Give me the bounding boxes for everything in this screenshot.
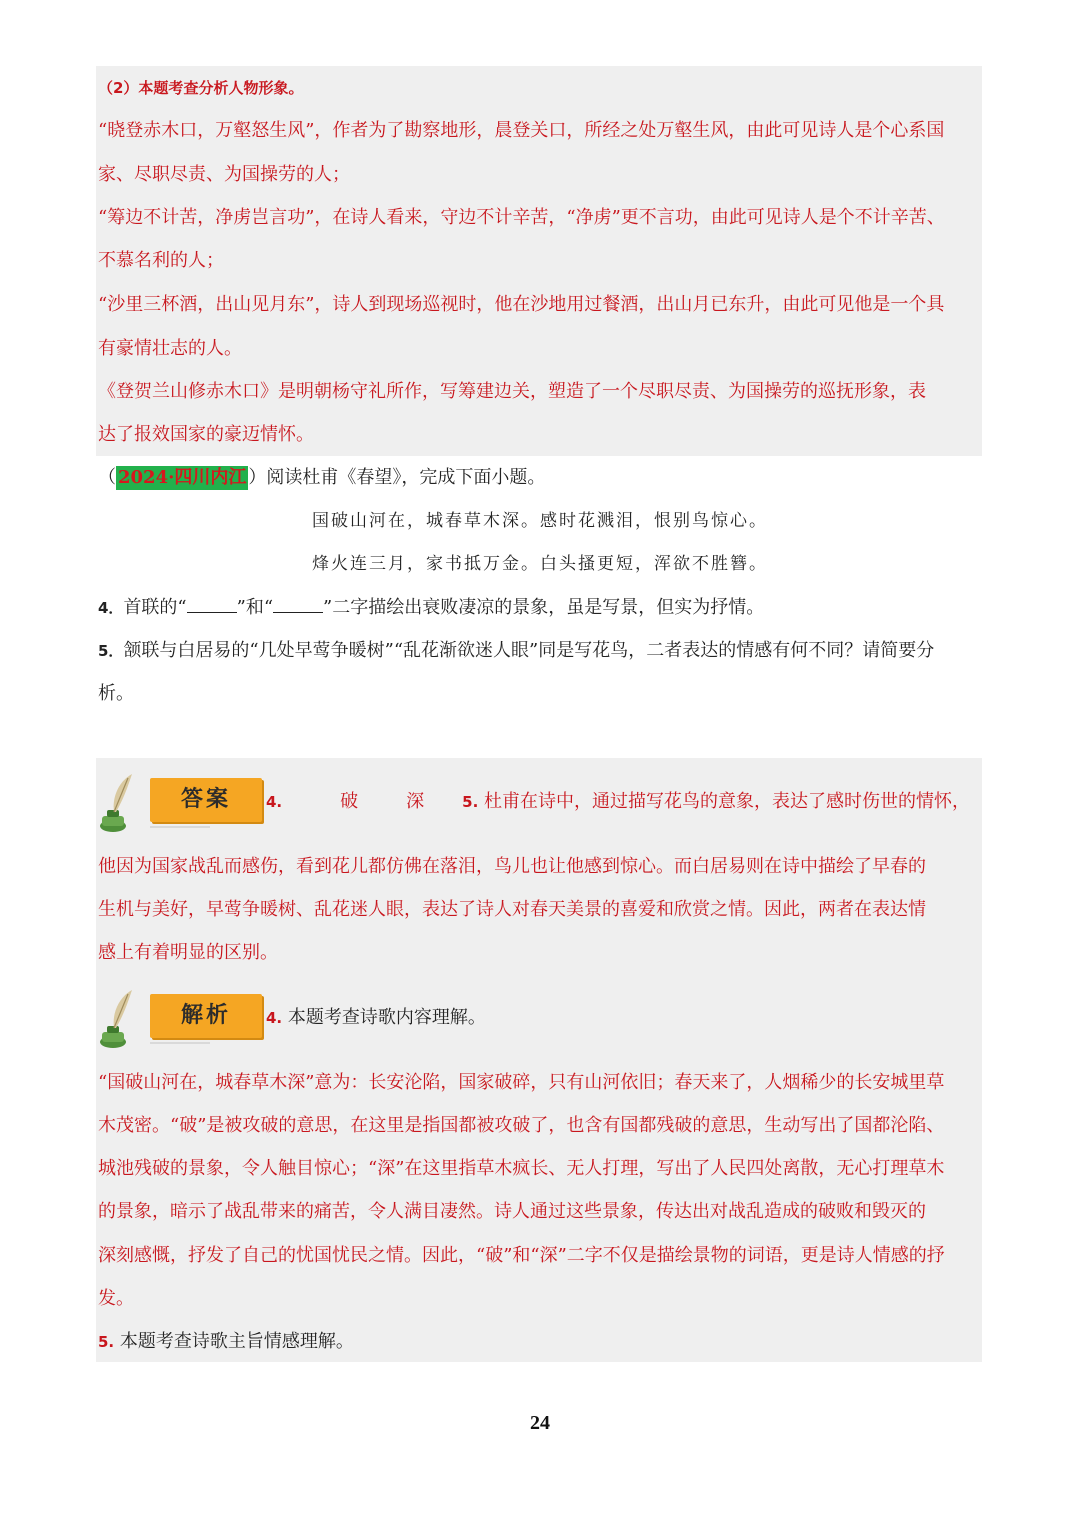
answer-first-line [266,790,982,814]
quill-icon [98,770,146,836]
blank-1[interactable] [187,596,237,613]
answer-block [96,758,982,1362]
analysis-5-text: 本题考查诗歌主旨情感理解。 [119,1331,354,1352]
answer-4-word1: 破 [340,791,359,812]
analysis-line: “国破山河在，城春草木深”意为：长安沦陷，国家破碎，只有山河依旧；春天来了，人烟稀少的长安城里草 [98,1072,945,1093]
open-paren: （ [98,467,116,488]
analysis-line: 的景象，暗示了战乱带来的痛苦，令人满目凄然。诗人通过这些景象，传达出对战乱造成的破败和毁灭的 [98,1201,926,1222]
badge-underline [150,1042,210,1044]
answer-line: 他因为国家战乱而感伤，看到花儿都仿佛在落泪，鸟儿也让他感到惊心。而白居易则在诗中描绘了早春的 [98,856,926,877]
analysis-5-number: 5. [98,1333,115,1351]
q5-text: 颔联与白居易的“几处早莺争暖树”“乱花渐欲迷人眼”同是写花鸟，二者表达的情感有何不同？请简要分 [123,640,935,661]
analysis-line: 有豪情壮志的人。 [98,338,242,359]
source-tag: 2024·四川内江 [118,467,247,488]
question-5-cont: 析。 [98,683,134,704]
answer-line: 生机与美好，早莺争暖树、乱花迷人眼，表达了诗人对春天美景的喜爱和欣赏之情。因此，两者在表达情 [98,899,926,920]
analysis-line: 家、尽职尽责、为国操劳的人； [98,164,350,185]
intro-text: ）阅读杜甫《春望》，完成下面小题。 [248,467,546,488]
answer-5-text: 杜甫在诗中，通过描写花鸟的意象，表达了感时伤世的情怀， [484,791,971,812]
analysis-line: “沙里三杯酒，出山见月东”，诗人到现场巡视时，他在沙地用过餐酒，出山月已东升，由此可见他是一个具 [98,294,945,315]
analysis-line: “筹边不计苦，净虏岂言功”，在诗人看来，守边不计辛苦，“净虏”更不言功，由此可见诗人是个不计辛苦、 [98,207,945,228]
analysis-first-line [266,1006,982,1030]
question-intro [98,466,982,490]
q4-text-a: 首联的“ [123,597,187,618]
q4-text-b: ”和“ [236,597,274,618]
answer-badge: 答案 [150,778,262,822]
analysis-5-line [98,1330,982,1354]
answer-4-number: 4. [266,793,283,811]
q5-number: 5． [98,642,124,660]
question-4 [98,596,982,620]
answer-5-number: 5. [462,793,479,811]
quill-icon [98,986,146,1052]
analysis-4-number: 4. [266,1009,283,1027]
answer-4-word2: 深 [406,791,425,812]
header-text: （2）本题考查分析人物形象。 [98,79,304,97]
analysis-line: 《登贺兰山修赤木口》是明朝杨守礼所作，写筹建边关，塑造了一个尽职尽责、为国操劳的巡抚形象，表 [98,381,926,402]
answer-line: 感上有着明显的区别。 [98,942,278,963]
q4-number: 4． [98,599,124,617]
analysis-line: 不慕名利的人； [98,250,224,271]
analysis-line: 深刻感慨，抒发了自己的忧国忧民之情。因此，“破”和“深”二字不仅是描绘景物的词语，更是诗人情感的抒 [98,1245,945,1266]
page-number: 24 [530,1412,550,1434]
blank-2[interactable] [273,596,323,613]
badge-underline [150,826,210,828]
analysis-4-text: 本题考查诗歌内容理解。 [287,1007,486,1028]
analysis-line: 发。 [98,1288,134,1309]
analysis-line: “晓登赤木口，万壑怒生风”，作者为了勘察地形，晨登关口，所经之处万壑生风，由此可见诗人是个心系国 [98,120,945,141]
analysis-line: 城池残破的景象，令人触目惊心；“深”在这里指草木疯长、无人打理，写出了人民四处离散，无心打理草木 [98,1158,945,1179]
question-5 [98,639,982,663]
poem-line: 烽火连三月，家书抵万金。白头搔更短，浑欲不胜簪。 [312,554,768,574]
section-header [98,76,982,100]
poem-line: 国破山河在，城春草木深。感时花溅泪，恨别鸟惊心。 [312,511,768,531]
q4-text-c: ”二字描绘出衰败凄凉的景象，虽是写景，但实为抒情。 [323,597,765,618]
analysis-line: 木茂密。“破”是被攻破的意思，在这里是指国都被攻破了，也含有国都残破的意思，生动写出了国都沦陷、 [98,1115,945,1136]
analysis-badge: 解析 [150,994,262,1038]
analysis-line: 达了报效国家的豪迈情怀。 [98,424,314,445]
